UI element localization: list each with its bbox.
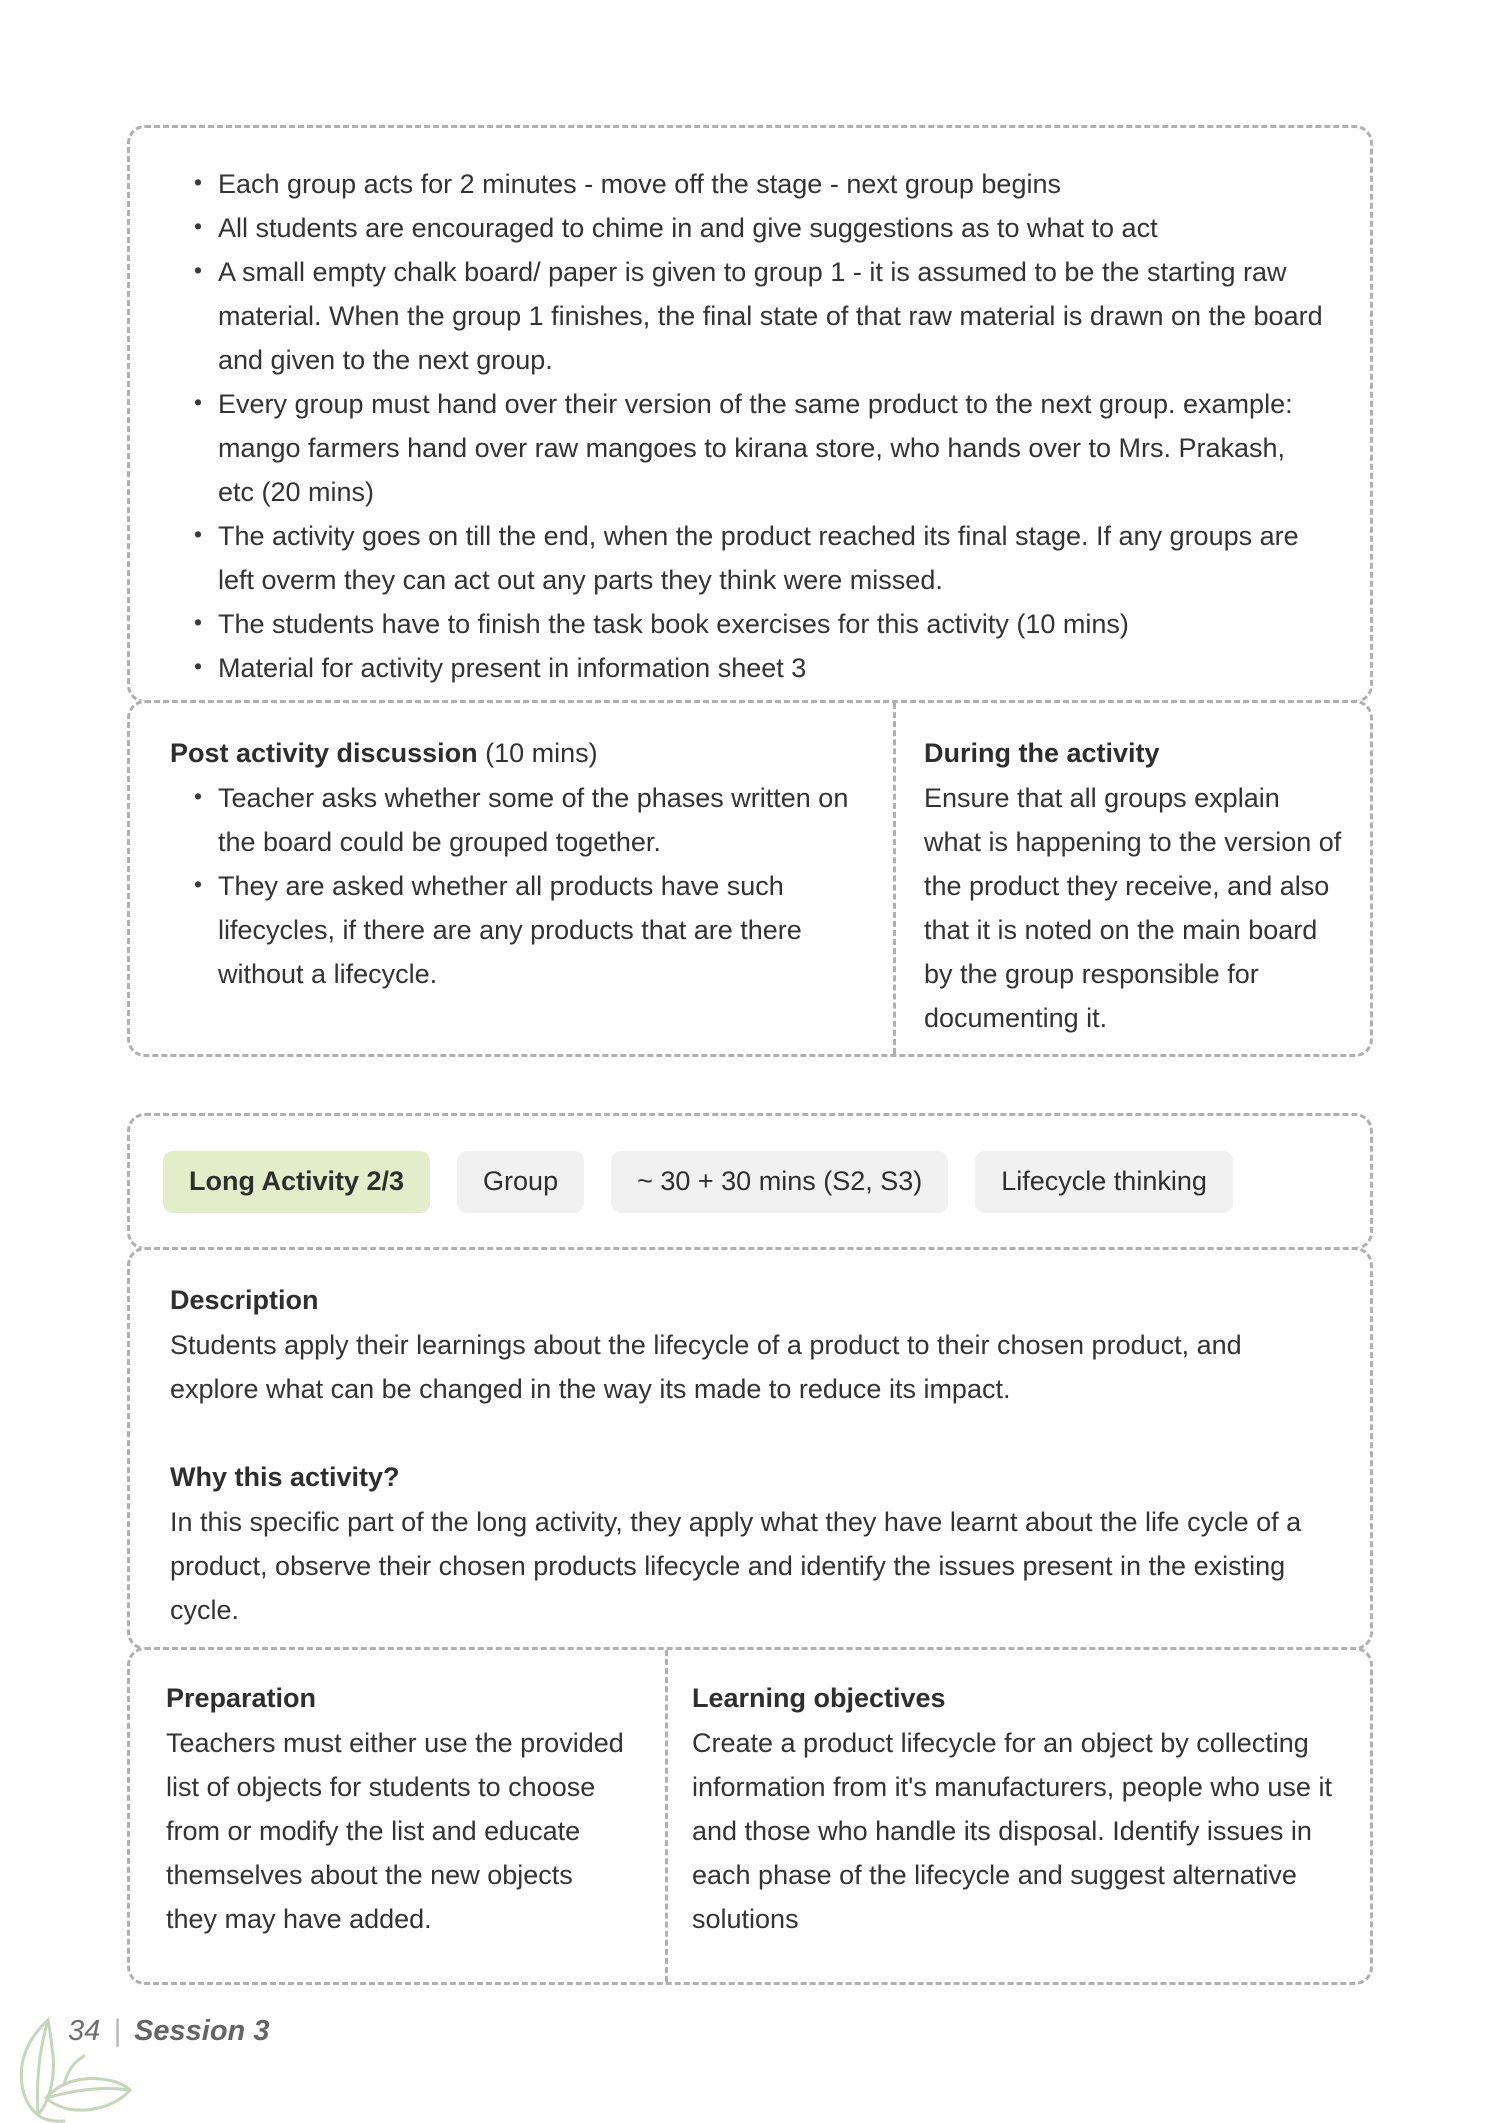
post-activity-heading bbox=[170, 731, 853, 775]
description-title: Description bbox=[170, 1285, 319, 1315]
during-activity-body: Ensure that all groups explain what is happening to the version of the product they receive, and also that it is noted on the main board by the group responsible for documenting it. bbox=[924, 783, 1342, 1033]
learning-objectives-title: Learning objectives bbox=[692, 1683, 946, 1713]
page-number: 34 bbox=[68, 2014, 101, 2047]
during-activity-title: During the activity bbox=[924, 738, 1160, 768]
preparation-row bbox=[127, 1647, 1373, 1985]
description-section bbox=[170, 1278, 1336, 1411]
footer-separator: | bbox=[113, 2014, 122, 2047]
post-activity-box bbox=[130, 703, 893, 1054]
list-item: • A small empty chalk board/ paper is given to group 1 - it is assumed to be the starting raw material. When the group 1 finishes, the final state of that raw material is drawn on the board and given to the next group. bbox=[192, 250, 1324, 382]
tag-topic: Lifecycle thinking bbox=[975, 1151, 1233, 1213]
list-item: • Material for activity present in information sheet 3 bbox=[192, 646, 1324, 690]
post-activity-title: Post activity discussion bbox=[170, 738, 478, 768]
activity-steps-box bbox=[127, 125, 1373, 703]
list-item: • The students have to finish the task book exercises for this activity (10 mins) bbox=[192, 602, 1324, 646]
post-activity-duration: (10 mins) bbox=[485, 738, 598, 768]
footer bbox=[68, 2014, 269, 2048]
tag-group-size: Group bbox=[457, 1151, 584, 1213]
why-body: In this specific part of the long activity, they apply what they have learnt about the life cycle of a product, observe their chosen products lifecycle and identify the issues present in the existing cycle. bbox=[170, 1507, 1302, 1625]
post-activity-list bbox=[170, 776, 853, 996]
activity-name-badge: Long Activity 2/3 bbox=[163, 1151, 430, 1213]
list-item: • Each group acts for 2 minutes - move off the stage - next group begins bbox=[192, 162, 1324, 206]
discussion-row bbox=[127, 700, 1373, 1057]
list-item: • All students are encouraged to chime in and give suggestions as to what to act bbox=[192, 206, 1324, 250]
description-box bbox=[127, 1247, 1373, 1650]
learning-objectives-body: Create a product lifecycle for an object by collecting information from it's manufacturers, people who use it and those who handle its disposal. Identify issues in each phase of the lifecycle and suggest alternative solutions bbox=[692, 1728, 1332, 1934]
list-item: • Every group must hand over their version of the same product to the next group. example: mango farmers hand over raw mangoes to kirana store, who hands over to Mrs. Prakash, etc (20 mins) bbox=[192, 382, 1324, 514]
session-label: Session 3 bbox=[134, 2014, 270, 2047]
preparation-title: Preparation bbox=[166, 1683, 317, 1713]
preparation-box bbox=[130, 1650, 665, 1982]
why-title: Why this activity? bbox=[170, 1462, 400, 1492]
description-body: Students apply their learnings about the lifecycle of a product to their chosen product, and explore what can be changed in the way its made to reduce its impact. bbox=[170, 1330, 1242, 1404]
activity-header-box bbox=[127, 1113, 1373, 1250]
tag-duration: ~ 30 + 30 mins (S2, S3) bbox=[611, 1151, 948, 1213]
list-item: • Teacher asks whether some of the phases written on the board could be grouped together. bbox=[192, 776, 853, 864]
list-item: • The activity goes on till the end, when the product reached its final stage. If any groups are left overm they can act out any parts they think were missed. bbox=[192, 514, 1324, 602]
learning-objectives-box bbox=[665, 1650, 1370, 1982]
activity-steps-list bbox=[170, 162, 1324, 690]
why-section bbox=[170, 1455, 1336, 1632]
list-item: • They are asked whether all products have such lifecycles, if there are any products that are there without a lifecycle. bbox=[192, 864, 853, 996]
during-activity-box bbox=[893, 703, 1370, 1054]
preparation-body: Teachers must either use the provided list of objects for students to choose from or modify the list and educate themselves about the new objects they may have added. bbox=[166, 1728, 624, 1934]
